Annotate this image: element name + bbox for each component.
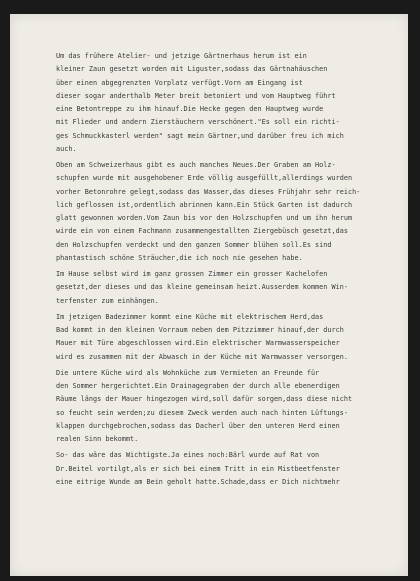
text-line: eine eitrige Wunde am Bein geholt hatte.Schade,dass er Dich nichtmehr — [56, 477, 340, 486]
text-line: schupfen wurde mit ausgehobener Erde völlig ausgefüllt,allerdings wurden — [56, 174, 353, 183]
text-line: Im jetzigen Badezimmer kommt eine Küche mit elektrischem Herd,das — [56, 312, 324, 321]
text-line: glatt gewonnen worden.Vom Zaun bis vor den Holzschupfen und um ihn herum — [56, 214, 353, 222]
text-line: Bad kommt in den kleinen Vorraum neben dem Pitzzimmer hinauf,der durch — [56, 326, 344, 334]
text-line: So- das wäre das Wichtigste.Ja eines noch:Bärl wurde auf Rat von — [56, 451, 320, 460]
text-line: phantastisch schöne Sträucher,die ich noch nie gesehen habe. — [56, 253, 303, 262]
text-line: terfenster zum einhängen. — [56, 296, 159, 305]
text-line: den Holzschupfen verdeckt und den ganzen Sommer blühen soll.Es sind — [56, 240, 332, 249]
text-line: ges Schmuckkasterl werden" sagt mein Gärtner,und darüber freu ich mich — [56, 131, 344, 140]
text-line: Oben am Schweizerhaus gibt es auch manches Neues.Der Graben am Holz- — [56, 161, 336, 169]
text-line: eine Betontreppe zu ihm hinauf.Die Hecke gegen den Hauptweg wurde — [56, 105, 324, 113]
text-line: mit Flieder und andern Zierstäuchern verschönert."Es soll ein richti- — [56, 118, 340, 127]
text-line: realen Sinn bekommt. — [56, 435, 139, 443]
paragraph — [56, 159, 386, 265]
text-line: so feucht sein werden;zu diesem Zweck werden auch nach hinten Lüftungs- — [56, 408, 348, 417]
text-line: klappen durchgebrochen,sodass das Dacherl über den unteren Herd einen — [56, 421, 340, 430]
text-line: Im Hause selbst wird im ganz grossen Zimmer ein grosser Kachelofen — [56, 270, 328, 278]
text-line: wirde ein von einem Fachmann zusammengestallten Ziergebüsch gesetzt,das — [56, 227, 348, 236]
text-line: vorher Betonrohre gelegt,sodass das Wasser,das dieses Frühjahr sehr reich- — [56, 187, 361, 196]
text-line: über einen abgegrenzten Vorplatz verfügt.Vorn am Eingang ist — [56, 78, 303, 87]
paragraph — [56, 50, 386, 156]
paragraph — [56, 311, 386, 364]
text-line: Mauer mit Türe abgeschlossen wird.Ein elektrischer Warmwasserspeicher — [56, 339, 340, 348]
text-line: auch. — [56, 144, 77, 153]
paragraph — [56, 449, 386, 489]
text-line: dieser sogar anderthalb Meter breit betoniert und vom Hauptweg führt — [56, 91, 336, 100]
text-line: den Sommer hergerichtet.Ein Drainagegraben der durch alle ebenerdigen — [56, 382, 340, 390]
paragraph — [56, 268, 386, 308]
text-line: wird es zusammen mit der Abwasch in der Küche mit Warmwasser versorgen. — [56, 352, 348, 361]
text-line: Dr.Beitel vortilgt,als er sich bei einem Tritt in ein Mistbeetfenster — [56, 464, 340, 473]
text-line: Um das frühere Atelier- und jetzige Gärtnerhaus herum ist ein — [56, 52, 307, 60]
letter-body — [56, 50, 386, 489]
text-line: kleiner Zaun gesetzt worden mit Liguster,sodass das Gärtnahäuschen — [56, 65, 328, 74]
text-line: Die untere Küche wird als Wohnküche zum Vermieten an Freunde für — [56, 368, 320, 377]
text-line: lich geflossen ist,ordentlich abrinnen kann.Ein Stück Garten ist dadurch — [56, 200, 353, 209]
paragraph — [56, 367, 386, 447]
text-line: Räume längs der Mauer hingezogen wird,soll dafür sorgen,dass diese nicht — [56, 395, 353, 404]
letter-page — [10, 14, 408, 576]
text-line: gesetzt,der dieses und das kleine gemeinsam heizt.Ausserdem kommen Win- — [56, 283, 348, 292]
